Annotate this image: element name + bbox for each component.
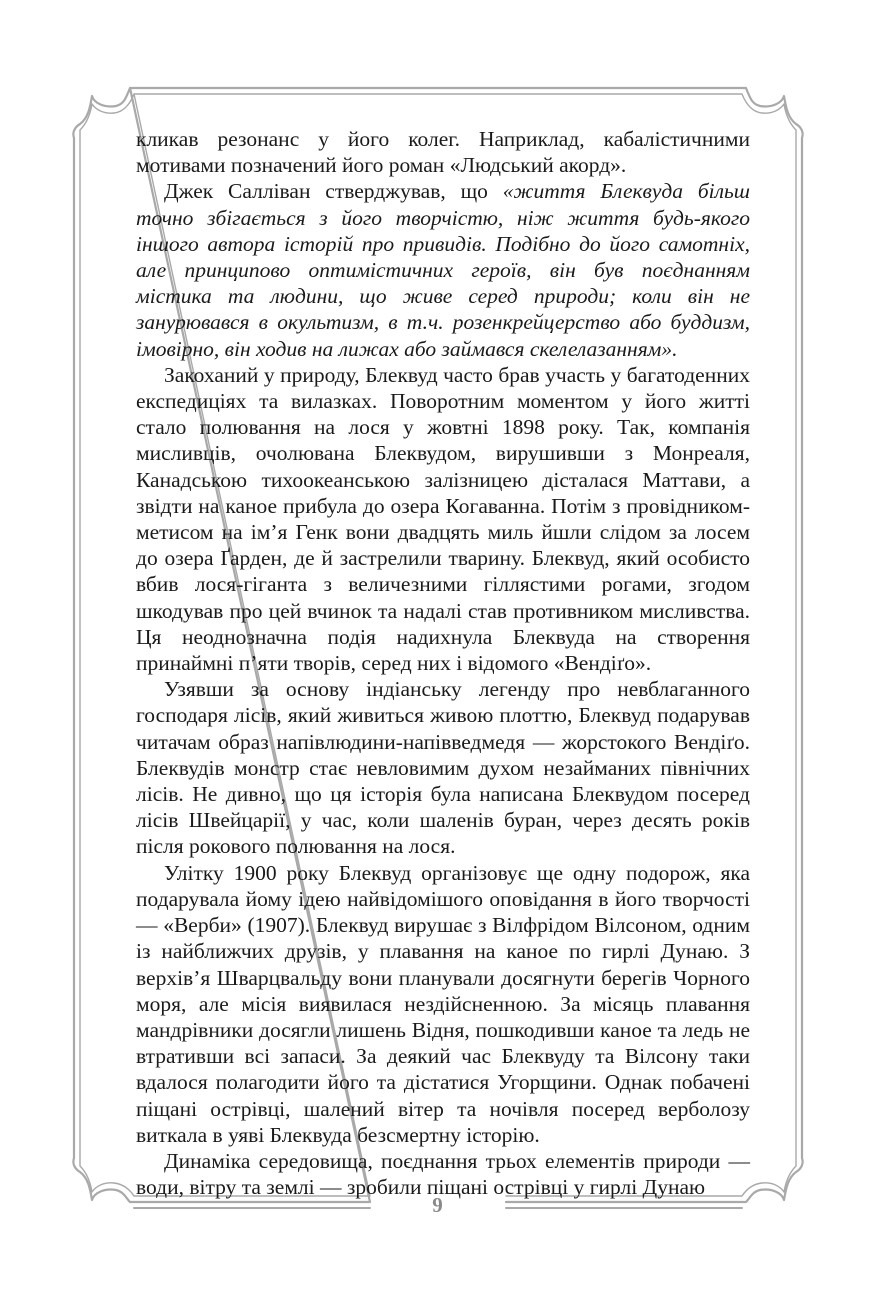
paragraph (136, 860, 750, 1148)
body-text (136, 126, 750, 1200)
paragraph (136, 676, 750, 859)
paragraph-text: Джек Салліван стверджував, що (164, 179, 503, 204)
paragraph-text: Закоханий у природу, Блеквуд часто брав участь у багатоденних експедиціях та вилазках. Поворотним моментом у його житті стало полювання на лося у жовтні 1898 року. Так, компанія мисливців, очолювана Блеквудом, вирушивши з Монреаля, Канадською тихоокеанською залізницею дісталася Маттави, а звідти на каное прибула до озера Когаванна. Потім з провідником-метисом на ім’я Генк вони двадцять миль йшли слідом за лосем до озера Ґарден, де й застрелили тварину. Блеквуд, який особисто вбив лося-гіганта з величезними гіллястими рогами, згодом шкодував про цей вчинок та надалі став противником мисливства. Ця неоднозначна подія надихнула Блеквуда на створення принаймні п’яти творів, серед них і відомого «Вендіґо». (136, 362, 750, 676)
paragraph-text: Узявши за основу індіанську легенду про невблаганного господаря лісів, який живиться живою плоттю, Блеквуд подарував читачам образ напівлюдини-напівведмедя — жорстокого Вендіґо. Блеквудів монстр стає невловимим духом незайманих північних лісів. Не дивно, що ця історія була написана Блеквудом посеред лісів Швейцарії, у час, коли шаленів буран, через десять років після рокового полювання на лося. (136, 677, 750, 859)
page-number: 9 (432, 1193, 443, 1217)
paragraph-text: Улітку 1900 року Блеквуд організовує ще одну подорож, яка подарувала йому ідею найвідомішого оповідання в його творчості — «Верби» (1907). Блеквуд вирушає з Вілфрідом Вілсоном, одним із найближчих друзів, у плавання на каное по гирлі Дунаю. З верхів’я Шварцвальду вони планували досягнути берегів Чорного моря, але місія виявилася нездійсненною. За місяць плавання мандрівники досягли лишень Відня, пошкодивши каное та ледь не втративши всі запаси. За деякий час Блеквуду та Вілсону таки вдалося полагодити його та дістатися Угорщини. Однак побачені піщані острівці, шалений вітер та ночівля посеред верболозу виткала в уяві Блеквуда безсмертну історію. (136, 860, 750, 1147)
paragraph (136, 362, 750, 676)
paragraph (136, 126, 750, 178)
paragraph-text: Динаміка середовища, поєднання трьох елементів природи — води, вітру та землі — зробили піщані острівці у гирлі Дунаю (136, 1148, 750, 1200)
paragraph (136, 178, 750, 361)
paragraph-text: кликав резонанс у його колег. Наприклад, кабалістичними мотивами позначений його роман «Людський акорд». (136, 127, 750, 178)
italic-quote: «життя Блеквуда більш точно збігається з його творчістю, ніж життя будь-якого іншого автора історій про привидів. Подібно до його самотніх, але принципово оптимістичних героїв, він був поєднанням містика та людини, що живе серед природи; коли він не занурювався в окультизм, в т.ч. розенкрейцерство або буддизм, імовірно, він ходив на лижах або займався скелелазанням». (136, 179, 750, 361)
